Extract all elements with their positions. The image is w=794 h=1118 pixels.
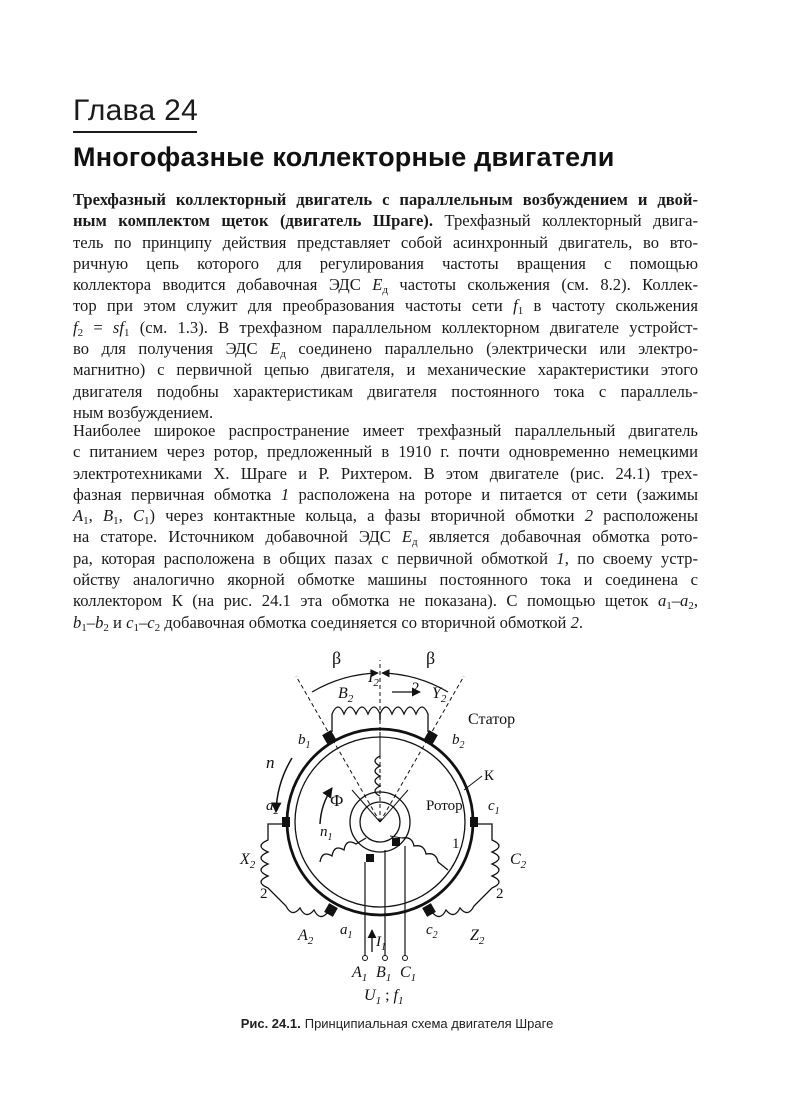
stator-coil-c2: [432, 824, 499, 917]
p2-line: $A_1$, $B_1$, $C_1$) через контактные кольца, а фазы вторичной обмотки 2 расположены: [73, 506, 698, 528]
speed-n1-label: $n_1$: [320, 824, 333, 843]
beta-label-left: β: [332, 648, 342, 668]
stator-winding-number-left: 2: [260, 886, 268, 902]
winding-y2-label: $Y_2$: [432, 685, 447, 705]
p2-line: $b_1-b_2$ и $c_1-c_2$ добавочная обмотка соединяется со вторичной обмоткой 2.: [73, 612, 584, 634]
rotation-label: n: [266, 753, 275, 772]
p1-line: $f_2 = sf_1$ (см. 1.3). В трехфазном параллельном коллекторном двигателе устройст-: [73, 317, 699, 339]
paragraph-2: [73, 420, 698, 633]
p2-line: ойству аналогично якорной обмотке машины постоянного тока и соединена с: [73, 570, 698, 590]
terminal-a1-label: $A_1$: [352, 964, 368, 984]
slip-ring-contact-1: [366, 854, 374, 862]
brush-b1-label: $b_1$: [298, 732, 311, 751]
figure-caption-text: Принципиальная схема двигателя Шраге: [304, 1016, 554, 1031]
collector-leader: [464, 776, 482, 790]
brush-c1-label: $c_1$: [488, 798, 500, 817]
p1-line: двигателя подобны характеристикам двигателя постоянного тока с параллель-: [73, 381, 698, 401]
figure-caption-label: Рис. 24.1.: [240, 1016, 301, 1031]
rotor-label: Ротор: [426, 798, 463, 814]
brush-c1: [470, 817, 478, 827]
schrage-motor-diagram: [220, 640, 580, 1010]
collector-label: К: [484, 768, 495, 784]
stator-label: Статор: [468, 711, 516, 728]
winding-z2-label: $Z_2$: [470, 927, 485, 947]
p1-line: во для получения ЭДС $E_д$ соединено параллельно (электрически или электро-: [73, 339, 698, 361]
p2-line: на статоре. Источником добавочной ЭДС $E_д$ является добавочная обмотка рото-: [73, 527, 698, 549]
terminal-b1-label: $B_1$: [376, 964, 392, 984]
brush-a1-label: $a_1$: [340, 922, 353, 941]
chapter-number: Глава 24: [73, 94, 199, 127]
figure-caption: [0, 1016, 794, 1031]
rotor-winding-right: [402, 838, 448, 870]
p1-line: тель по принципу действия представляет собой асинхронный двигатель, во вто-: [73, 232, 698, 252]
supply-label: $U_1$ ; $f_1$: [364, 987, 404, 1007]
brush-c2-label: $c_2$: [426, 922, 438, 941]
p2-line: с питанием через ротор, предложенный в 1910 г. почти одновременно немецкими: [73, 442, 698, 462]
terminal-b1: [383, 956, 388, 961]
terminal-a1: [363, 956, 368, 961]
rotor-winding-number: 1: [452, 836, 460, 852]
brush-b2-label: $b_2$: [452, 732, 465, 751]
p2-line: Наиболее широкое распространение имеет трехфазный параллельный двигатель: [73, 421, 698, 440]
winding-x2-label: $X_2$: [240, 851, 256, 871]
current-i2-label: $I_2$: [368, 669, 379, 689]
stator-winding-number-top: 2: [412, 680, 420, 696]
winding-b2-label: $B_2$: [338, 685, 354, 705]
winding-c2-label: $C_2$: [510, 851, 527, 871]
chapter-title: Многофазные коллекторные двигатели: [73, 142, 615, 172]
p1-line: коллектора вводится добавочная ЭДС $E_д$ частоты скольжения (см. 8.2). Коллек-: [73, 275, 699, 297]
p2-line: ра, которая расположена в общих пазах с первичной обмоткой 1, по своему устр-: [73, 548, 698, 568]
winding-a2-label: $A_2$: [298, 927, 314, 947]
p1-line: ным возбуждением.: [73, 402, 214, 422]
current-i1-label: $I_1$: [376, 934, 386, 953]
brush-a2-label: $a_2$: [266, 798, 279, 817]
rotor-winding-top: [375, 756, 380, 796]
stator-winding-number-right: 2: [496, 886, 504, 902]
paragraph-1: [73, 189, 698, 423]
p2-line: фазная первичная обмотка 1 расположена на роторе и питается от сети (зажимы: [73, 484, 699, 504]
p2-line: электротехниками Х. Шраге и Р. Рихтером. В этом двигателе (рис. 24.1) трех-: [73, 463, 698, 483]
p1-line: магнитно) с первичной цепью двигателя, и механические характеристики этого: [73, 360, 698, 380]
p2-line: коллектором К (на рис. 24.1 эта обмотка не показана). С помощью щеток $a_1-a_2$,: [73, 591, 698, 613]
terminal-c1: [403, 956, 408, 961]
p1-line: ным комплектом щеток (двигатель Шраге). Трехфазный коллекторный двига-: [73, 211, 698, 231]
beta-label-right: β: [426, 648, 436, 668]
stator-coil-x2: [261, 824, 328, 917]
chapter-underline: [73, 131, 197, 133]
brush-a2: [282, 817, 290, 827]
terminal-c1-label: $C_1$: [400, 964, 417, 984]
p1-line: ричную цепь которого для регулирования частоты вращения с помощью: [73, 253, 698, 273]
p1-line: Трехфазный коллекторный двигатель с параллельным возбуждением и двой-: [73, 190, 698, 209]
flux-label: Ф: [330, 791, 344, 810]
p1-line: тор при этом служит для преобразования частоты сети $f_1$ в частоту скольжения: [73, 296, 698, 318]
slip-ring-contact-2: [392, 838, 400, 846]
